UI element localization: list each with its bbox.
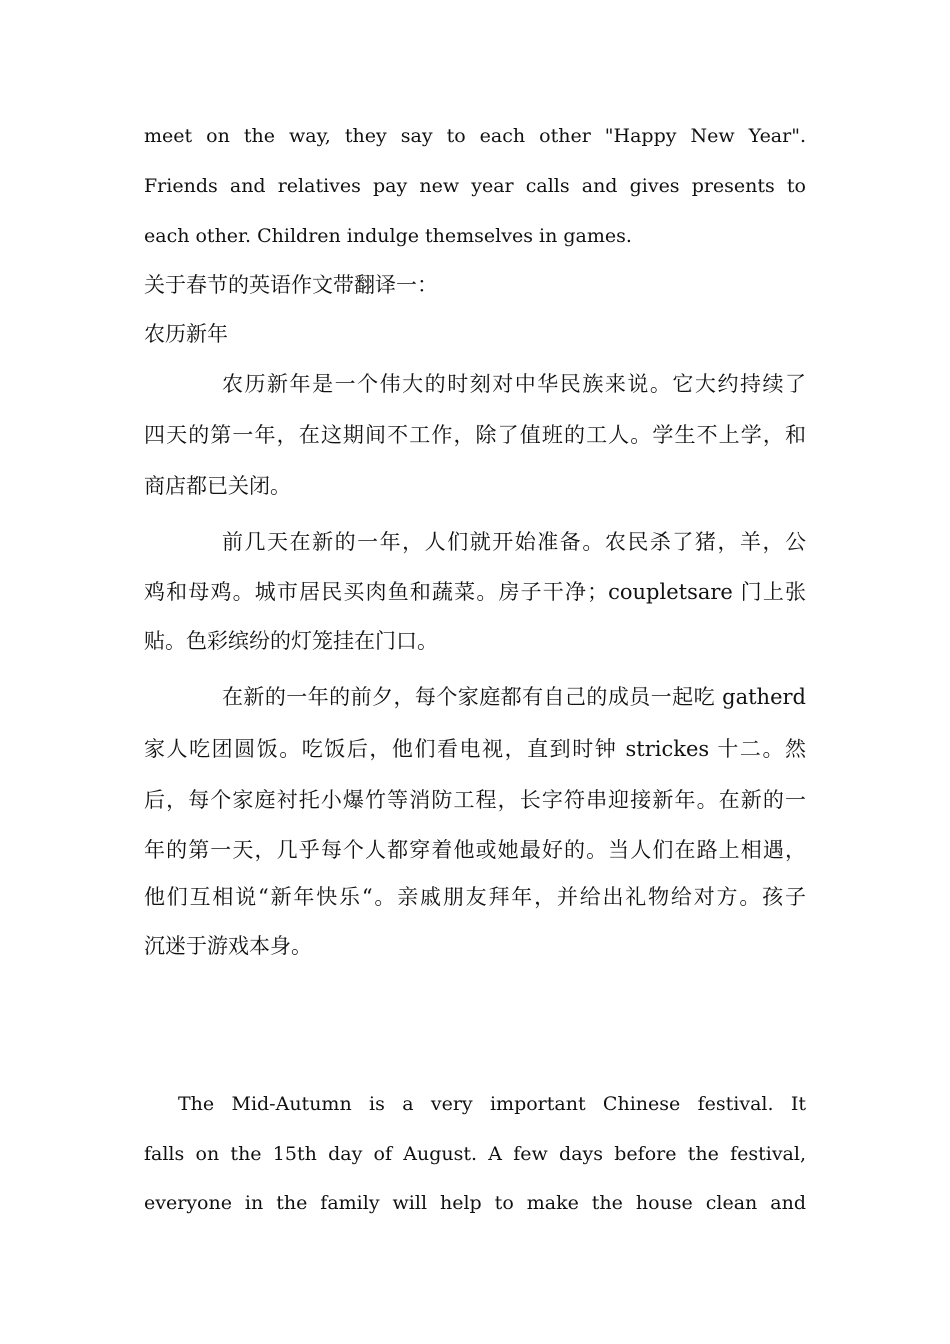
chinese-text-line: 前几天在新的一年，人们就开始准备。农民杀了猪，羊，公 — [222, 530, 806, 554]
section-heading: 关于春节的英语作文带翻译一： — [144, 273, 438, 297]
chinese-text-line: 沉迷于游戏本身。 — [144, 934, 312, 958]
chinese-text-line: 年的第一天，几乎每个人都穿着他或她最好的。当人们在路上相遇， — [144, 838, 806, 862]
chinese-text-line: 后，每个家庭衬托小爆竹等消防工程，长字符串迎接新年。在新的一 — [144, 788, 806, 812]
english-text-line: everyone in the family will help to make the house clean and — [144, 1192, 806, 1214]
chinese-text-line: 家人吃团圆饭。吃饭后，他们看电视，直到时钟 strickes 十二。然 — [144, 737, 806, 761]
english-text-line: each other. Children indulge themselves in games. — [144, 225, 632, 247]
chinese-text-line: 四天的第一年，在这期间不工作，除了值班的工人。学生不上学，和 — [144, 423, 806, 447]
chinese-text-line: 农历新年是一个伟大的时刻对中华民族来说。它大约持续了 — [222, 372, 806, 396]
chinese-text-line: 商店都已关闭。 — [144, 474, 291, 498]
chinese-text-line: 在新的一年的前夕，每个家庭都有自己的成员一起吃 gatherd — [222, 685, 806, 709]
chinese-text-line: 鸡和母鸡。城市居民买肉鱼和蔬菜。房子干净；coupletsare 门上张 — [144, 580, 806, 604]
english-text-line: The Mid-Autumn is a very important Chinese festival. It — [178, 1093, 806, 1115]
chinese-text-line: 贴。色彩缤纷的灯笼挂在门口。 — [144, 629, 438, 653]
english-text-line: falls on the 15th day of August. A few days before the festival, — [144, 1143, 806, 1165]
chinese-text-line: 他们互相说“新年快乐“。亲戚朋友拜年，并给出礼物给对方。孩子 — [144, 885, 806, 909]
translation-title: 农历新年 — [144, 322, 228, 346]
english-text-line: meet on the way, they say to each other "Happy New Year". — [144, 125, 806, 147]
english-text-line: Friends and relatives pay new year calls and gives presents to — [144, 175, 806, 197]
